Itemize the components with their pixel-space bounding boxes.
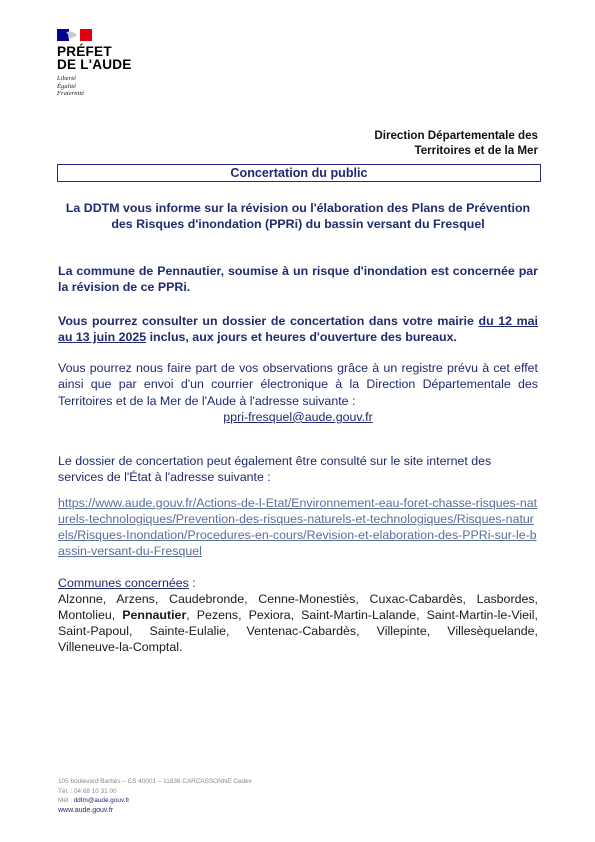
observations-email-link[interactable]: ppri-fresquel@aude.gouv.fr — [223, 409, 373, 424]
communes-list-before: Alzonne, Arzens, Caudebronde, Cenne-Monestiès, Cuxac-Cabardès, Lasbordes, Montolieu, — [58, 592, 538, 622]
footer — [58, 777, 252, 815]
communes-heading: Communes concernées — [58, 576, 189, 590]
communes-list — [58, 591, 538, 655]
consultation-text-before: Vous pourrez consulter un dossier de concertation dans votre mairie — [58, 314, 479, 328]
direction-header — [374, 129, 538, 158]
concertation-title: Concertation du public — [230, 166, 368, 180]
marianne-flag-icon — [57, 29, 92, 41]
communes-section — [58, 575, 538, 655]
concertation-title-box — [57, 164, 541, 182]
motto-liberte: Liberté — [57, 75, 77, 82]
observations-paragraph — [58, 360, 538, 425]
republic-motto — [57, 75, 147, 98]
motto-egalite: Égalité — [57, 82, 77, 90]
consultation-text-after: inclus, aux jours et heures d'ouverture des bureaux. — [146, 330, 457, 344]
footer-phone: Tél. : 04 68 10 31 00 — [58, 787, 117, 795]
consultation-dates: du 12 mai au 13 juin 2025 — [58, 314, 539, 344]
logo-title-line1: PRÉFET — [57, 44, 112, 59]
communes-heading-suffix: : — [188, 576, 196, 590]
logo-title-line2: DE L'AUDE — [57, 57, 132, 72]
logo-title — [57, 45, 147, 71]
intro-paragraph: La DDTM vous informe sur la révision ou l'élaboration des Plans de Prévention des Risques d'inondation (PPRi) du bassin versant du Fresquel — [65, 201, 531, 231]
footer-mail — [58, 796, 252, 806]
footer-website-link[interactable]: www.aude.gouv.fr — [58, 806, 114, 814]
direction-line1: Direction Départementale des — [374, 129, 538, 142]
aude-website-link[interactable]: https://www.aude.gouv.fr/Actions-de-l-Etat/Environnement-eau-foret-chasse-risques-naturels-technologiques/Prevention-des-risques-naturels-et-technologiques/Risques-naturels/Risques-Inondation/Procedures-en-cours/Revision-et-elaboration-des-PPRi-sur-le-bassin-versant-du-Fresquel — [58, 496, 538, 558]
communes-list-after: , Pezens, Pexiora, Saint-Martin-Lalande, Saint-Martin-le-Vieil, Saint-Papoul, Sainte-Eulalie, Ventenac-Cabardès, Villepinte, Villesèquelande, Villeneuve-la-Comptal. — [58, 608, 538, 654]
footer-address: 105 boulevard Barbès – CS 40001 – 11838 CARCASSONNE Cedex — [58, 778, 252, 785]
prefecture-logo — [57, 29, 147, 98]
footer-mail-link[interactable]: ddtm@aude.gouv.fr — [73, 797, 130, 804]
consultation-paragraph — [58, 313, 538, 345]
motto-fraternite: Fraternité — [57, 90, 85, 97]
communes-list-highlight: Pennautier — [122, 608, 187, 622]
dossier-paragraph: Le dossier de concertation peut également être consulté sur le site internet des services de l'État à l'adresse suivante : — [58, 454, 492, 484]
observations-text: Vous pourrez nous faire part de vos observations grâce à un registre prévu à cet effet ainsi que par envoi d'un courrier électronique à la Direction Départementale des Territoires et de la Mer de l'Aude à l'adresse suivante : — [58, 361, 538, 408]
commune-paragraph: La commune de Pennautier, soumise à un risque d'inondation est concernée par la révision de ce PPRi. — [58, 264, 538, 294]
direction-line2: Territoires et de la Mer — [414, 143, 538, 157]
footer-mail-label: Mél : — [58, 797, 74, 804]
